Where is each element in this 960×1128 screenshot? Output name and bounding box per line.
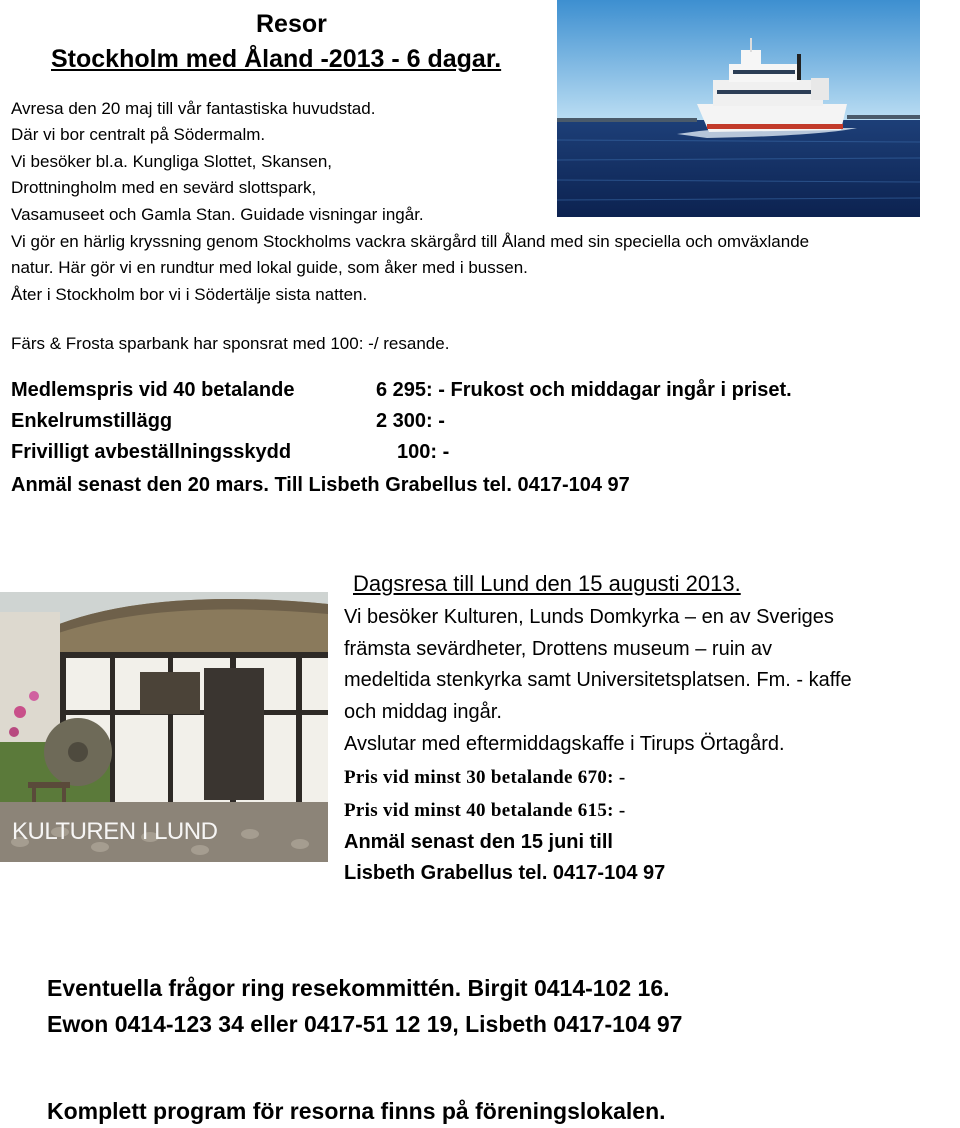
description-line: Vasamuseet och Gamla Stan. Guidade visningar ingår. <box>11 205 424 224</box>
description-line: Åter i Stockholm bor vi i Södertälje sista natten. <box>11 285 368 304</box>
trip-title: Dagsresa till Lund den 15 augusti 2013. <box>353 571 741 596</box>
description-line: Avresa den 20 maj till vår fantastiska huvudstad. <box>11 99 376 118</box>
price-line: Pris vid minst 30 betalande 670: - <box>344 767 626 788</box>
price-label: Enkelrumstillägg <box>11 410 173 432</box>
contact-info: Ewon 0414-123 34 eller 0417-51 12 19, Lisbeth 0417-104 97 <box>47 1011 683 1037</box>
description-line: medeltida stenkyrka samt Universitetsplatsen. Fm. - kaffe <box>344 669 852 691</box>
price-value: 6 295: - Frukost och middagar ingår i priset. <box>376 379 792 401</box>
trip-title: Stockholm med Åland -2013 - 6 dagar. <box>51 45 502 73</box>
price-value: 2 300: - <box>376 410 445 432</box>
description-line: Där vi bor centralt på Södermalm. <box>11 125 266 144</box>
registration-info: Lisbeth Grabellus tel. 0417-104 97 <box>344 862 666 884</box>
description-line: främsta sevärdheter, Drottens museum – ruin av <box>344 638 772 660</box>
description-line: natur. Här gör vi en rundtur med lokal guide, som åker med i bussen. <box>11 258 528 277</box>
description-line: och middag ingår. <box>344 701 502 723</box>
description-line: Drottningholm med en sevärd slottspark, <box>11 178 317 197</box>
program-note: Komplett program för resorna finns på föreningslokalen. <box>47 1098 666 1124</box>
ferry-photo <box>557 0 920 217</box>
description-line: Vi besöker bl.a. Kungliga Slottet, Skansen, <box>11 152 332 171</box>
description-line: Vi besöker Kulturen, Lunds Domkyrka – en av Sveriges <box>344 606 834 628</box>
sponsor-note: Färs & Frosta sparbank har sponsrat med 100: -/ resande. <box>11 334 450 353</box>
price-value: 100: - <box>397 441 450 463</box>
description-line: Avslutar med eftermiddagskaffe i Tirups Örtagård. <box>344 733 785 755</box>
registration-info: Anmäl senast den 15 juni till <box>344 831 613 853</box>
price-label: Medlemspris vid 40 betalande <box>11 379 295 401</box>
contact-info: Eventuella frågor ring resekommittén. Birgit 0414-102 16. <box>47 975 670 1001</box>
price-line: Pris vid minst 40 betalande 615: - <box>344 800 626 821</box>
price-label: Frivilligt avbeställningsskydd <box>11 441 292 463</box>
photo-caption: KULTUREN I LUND <box>12 818 218 845</box>
section-heading: Resor <box>256 10 327 38</box>
registration-info: Anmäl senast den 20 mars. Till Lisbeth Grabellus tel. 0417-104 97 <box>11 474 630 496</box>
description-line: Vi gör en härlig kryssning genom Stockholms vackra skärgård till Åland med sin speciella och omväxlande <box>11 232 810 251</box>
kulturen-photo <box>0 592 328 862</box>
